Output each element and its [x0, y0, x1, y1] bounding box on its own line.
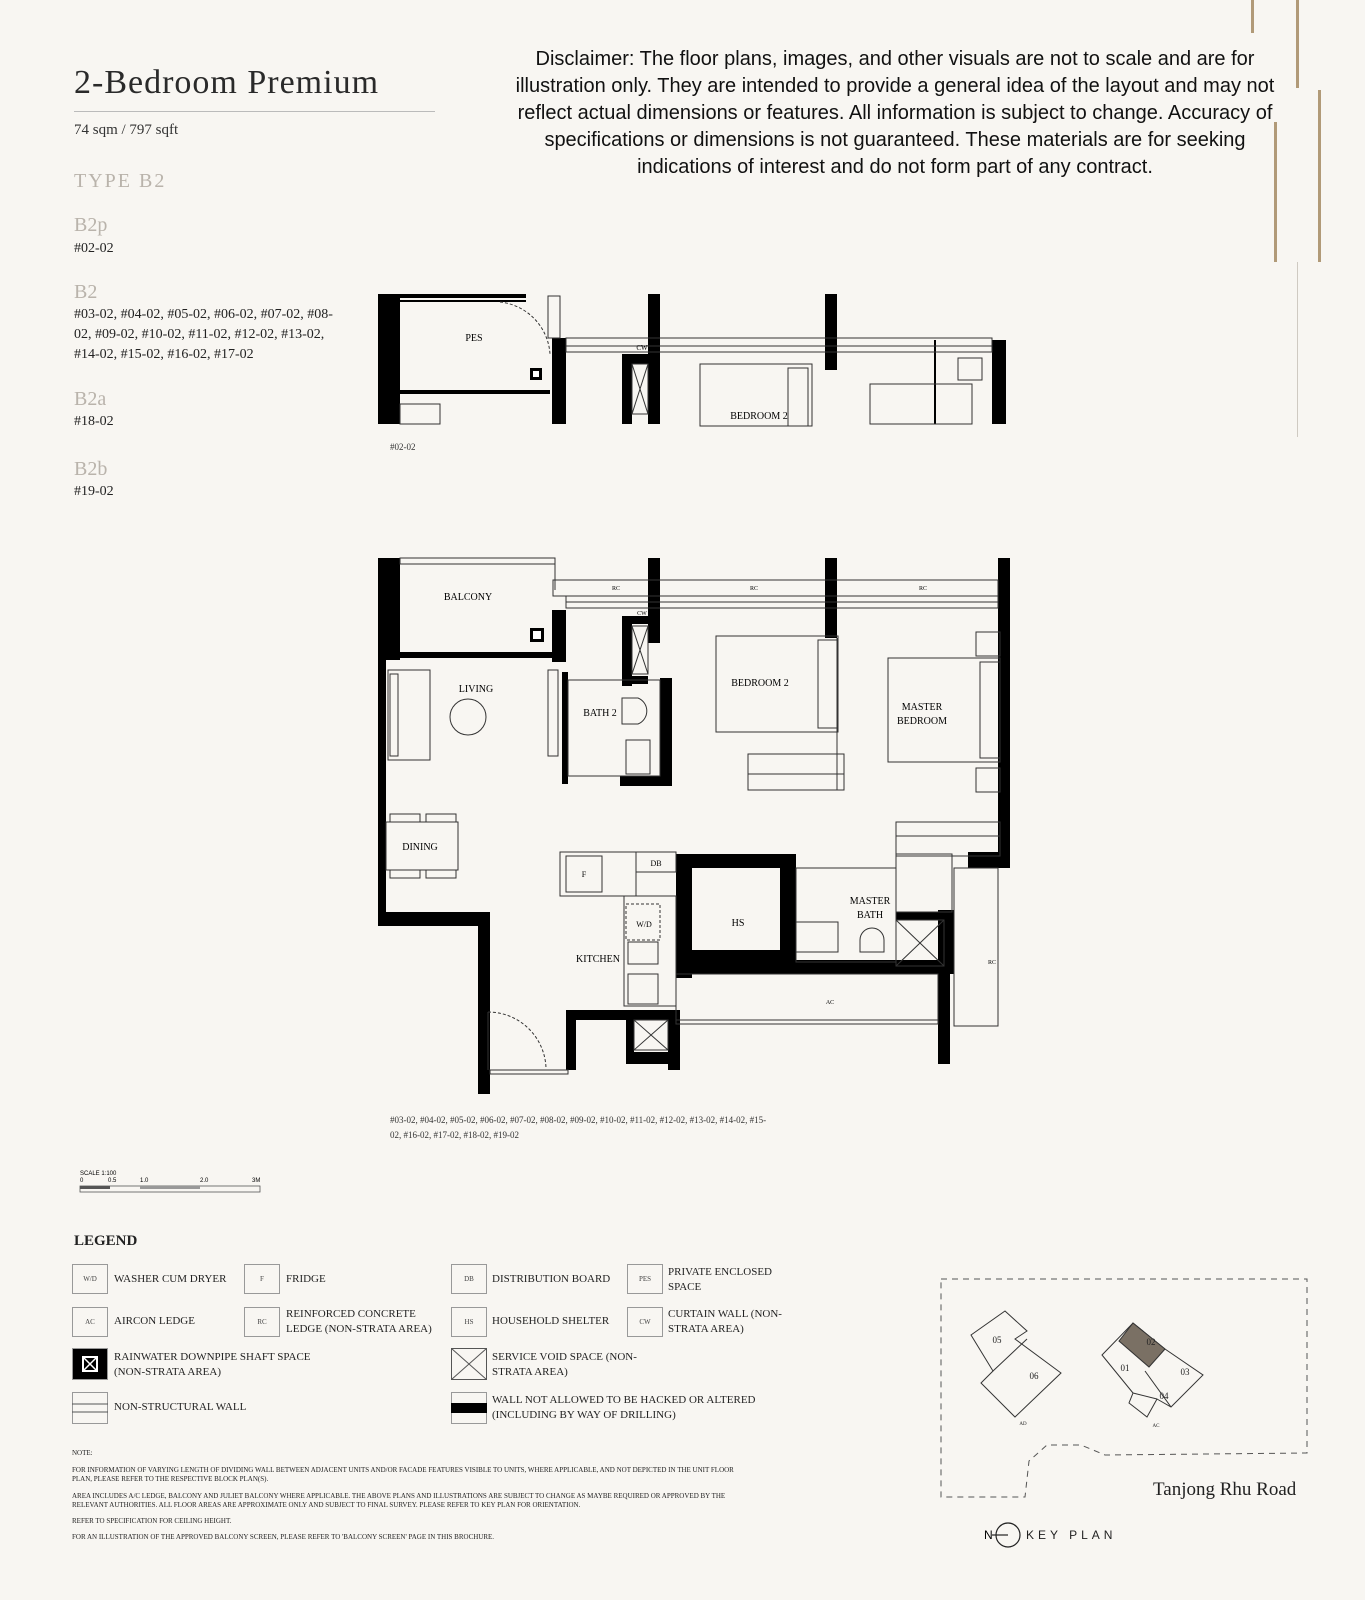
- block-ad: [971, 1311, 1061, 1417]
- wall: [400, 390, 550, 394]
- notes-heading: NOTE:: [72, 1449, 93, 1457]
- keyplan-road: Tanjong Rhu Road: [1153, 1479, 1297, 1500]
- legend-code-box: PES: [627, 1264, 663, 1294]
- label-ac: AC: [825, 1000, 835, 1006]
- door-swing: [500, 302, 550, 354]
- legend-item: HOUSEHOLD SHELTER: [492, 1315, 610, 1327]
- wall: [400, 300, 526, 302]
- plan-caption: #02-02: [390, 442, 416, 452]
- wall: [632, 616, 648, 624]
- wall: [660, 678, 672, 786]
- door-swing: [488, 1012, 546, 1068]
- wall: [568, 1010, 678, 1020]
- scale-tick: 2.0: [200, 1178, 209, 1184]
- keyplan-unit: 03: [1180, 1367, 1190, 1377]
- decor-line: [1274, 122, 1277, 262]
- room-label-bedroom2: BEDROOM 2: [730, 411, 788, 422]
- label-rc: RC: [987, 960, 997, 966]
- wall: [896, 912, 954, 920]
- wardrobe: [748, 754, 844, 790]
- note-line: FOR INFORMATION OF VARYING LENGTH OF DIVIDING WALL BETWEEN ADJACENT UNITS AND/OR FACADE FEATURES VISIBLE TO UNITS, WHERE APPLICABLE, AND NOT DEPICTED IN THE UNIT FLOOR PLAN, PLEASE REFER TO THE RESPECTIVE BLOCK PLAN(S).: [72, 1466, 734, 1483]
- wall: [938, 960, 950, 1064]
- pillow: [788, 368, 808, 426]
- legend-item: PRIVATE ENCLOSED SPACE: [668, 1266, 773, 1293]
- label-db: DB: [650, 859, 662, 868]
- wall: [620, 776, 672, 786]
- wall: [552, 338, 566, 424]
- wall: [648, 294, 660, 424]
- rainwater-downpipe: [533, 371, 539, 377]
- wall: [676, 854, 796, 868]
- wall: [676, 854, 692, 978]
- legend-item: NON-STRUCTURAL WALL: [114, 1401, 247, 1413]
- room-label-cw: CW: [636, 344, 648, 352]
- wall: [632, 354, 648, 364]
- wall: [378, 660, 386, 912]
- chair: [390, 870, 420, 878]
- toilet: [860, 928, 884, 952]
- legend-code-box: RC: [244, 1307, 280, 1337]
- glazing: [566, 338, 992, 352]
- threshold: [490, 1070, 568, 1074]
- stove: [628, 942, 658, 964]
- sink: [628, 974, 658, 1004]
- wall: [622, 354, 632, 424]
- wall: [378, 652, 553, 658]
- scale-tick: 0: [80, 1178, 84, 1184]
- side-table: [976, 632, 1000, 656]
- wardrobe: [896, 822, 1000, 856]
- label-cw: CW: [637, 611, 647, 617]
- bed: [870, 384, 972, 424]
- balcony-rail: [400, 558, 555, 564]
- wall: [934, 340, 936, 424]
- room-label-master-bedroom: MASTER: [901, 702, 943, 713]
- label-fridge: F: [581, 870, 587, 879]
- room-label-living: LIVING: [458, 684, 494, 695]
- room-label-hs: HS: [731, 918, 745, 929]
- legend-code-box: F: [244, 1264, 280, 1294]
- keyplan-block: AD: [1019, 1422, 1027, 1427]
- rainwater-downpipe: [533, 631, 541, 639]
- legend-title: LEGEND: [74, 1233, 138, 1249]
- legend-code-box: CW: [627, 1307, 663, 1337]
- wall: [552, 610, 566, 662]
- north-label: N: [984, 1528, 993, 1542]
- legend-code-box: DB: [451, 1264, 487, 1294]
- wall: [378, 558, 400, 660]
- subtype-name: B2a: [74, 388, 107, 410]
- keyplan-unit: 05: [992, 1335, 1002, 1345]
- wall: [622, 616, 632, 686]
- chair: [390, 814, 420, 822]
- scale-bar-segment: [140, 1186, 200, 1189]
- keyplan-unit: 01: [1120, 1363, 1130, 1373]
- chair: [426, 870, 456, 878]
- wall: [562, 672, 568, 784]
- sofa: [390, 674, 398, 756]
- keyplan-label: KEY PLAN: [1026, 1528, 1117, 1542]
- legend-item: AIRCON LEDGE: [114, 1315, 195, 1327]
- room-label-dining: DINING: [402, 842, 438, 853]
- ac-ledge: [676, 974, 938, 1024]
- legend-item: SERVICE VOID SPACE (NON-STRATA AREA): [492, 1351, 637, 1378]
- north-arrow-icon: [984, 1520, 1026, 1550]
- wall: [648, 558, 660, 643]
- pillow: [818, 640, 838, 728]
- highlighted-unit-02: [1119, 1323, 1165, 1367]
- keyplan-unit: 04: [1159, 1391, 1169, 1401]
- wall: [825, 558, 837, 638]
- decor-line: [1251, 0, 1254, 33]
- room-label-master-bedroom: BEDROOM: [896, 716, 948, 727]
- coffee-table: [450, 699, 486, 735]
- legend-item: RAINWATER DOWNPIPE SHAFT SPACE (NON-STRATA AREA): [114, 1351, 311, 1378]
- scale-bar-segment: [80, 1186, 110, 1189]
- disclaimer-text: Disclaimer: The floor plans, images, and other visuals are not to scale and are for illustration only. They are intended to provide a general idea of the layout and may not reflect actual dimensions or features. All information is subject to change. Accuracy of specifications or dimensions is not guaranteed. These materials are for seeking indications of interest and do not form part of any contract.: [515, 48, 1275, 178]
- scale-bar: [78, 1168, 268, 1204]
- wall: [400, 294, 526, 298]
- title-divider: [74, 111, 435, 112]
- type-label: TYPE B2: [74, 170, 167, 192]
- room-label-master-bath: BATH: [856, 910, 884, 921]
- legend-code-box: W/D: [72, 1264, 108, 1294]
- floor-plan-02-02: [370, 288, 1020, 428]
- legend-item: FRIDGE: [286, 1273, 326, 1285]
- label-rc: RC: [749, 586, 759, 592]
- load-bearing-wall-icon: [451, 1392, 487, 1424]
- legend-item: WALL NOT ALLOWED TO BE HACKED OR ALTERED (INCLUDING BY WAY OF DRILLING): [492, 1394, 756, 1421]
- scale-tick: 1.0: [140, 1178, 149, 1184]
- note-line: AREA INCLUDES A/C LEDGE, BALCONY AND JULIET BALCONY WHERE APPLICABLE. THE ABOVE PLANS AND ILLUSTRATIONS ARE SUBJECT TO CHANGE AS MAYBE REQUIRED OR APPROVED BY THE RELEVANT AUTHORITIES. ALL FLOOR AREAS ARE APPROXIMATE ONLY AND SUBJECT TO FINAL SURVEY. PLEASE REFER TO KEY PLAN FOR ORIENTATION.: [72, 1492, 726, 1509]
- pillow: [980, 662, 1000, 758]
- kitchen-counter: [624, 896, 676, 1006]
- block-ac: [1145, 1371, 1171, 1407]
- subtype-units: #19-02: [74, 484, 114, 499]
- room-label-pes: PES: [465, 333, 483, 344]
- room-label-kitchen: KITCHEN: [576, 954, 620, 965]
- wall: [968, 852, 1010, 868]
- subtype-units: #02-02: [74, 241, 114, 256]
- note-line: REFER TO SPECIFICATION FOR CEILING HEIGHT.: [72, 1517, 232, 1525]
- shower: [896, 854, 952, 912]
- basin: [796, 922, 838, 952]
- keyplan-unit: 02: [1146, 1337, 1156, 1347]
- wall: [626, 1010, 634, 1064]
- key-plan: [935, 1275, 1315, 1505]
- decor-line: [1318, 90, 1321, 262]
- counter: [560, 852, 636, 896]
- subtype-name: B2b: [74, 458, 108, 480]
- legend-item: DISTRIBUTION BOARD: [492, 1273, 611, 1285]
- block-ac: [1133, 1393, 1157, 1399]
- room-label-balcony: BALCONY: [443, 592, 493, 603]
- side-table: [976, 768, 1000, 792]
- non-structural-wall-icon: [72, 1392, 108, 1424]
- bath-room: [568, 680, 660, 776]
- wall: [378, 294, 400, 424]
- wall: [378, 912, 490, 926]
- unit-area: 74 sqm / 797 sqft: [74, 122, 179, 138]
- legend-item: CURTAIN WALL (NON-STRATA AREA): [668, 1308, 782, 1335]
- label-rc: RC: [611, 586, 621, 592]
- room-label-master-bath: MASTER: [849, 896, 891, 907]
- site-boundary: [941, 1279, 1307, 1497]
- subtype-units: #18-02: [74, 414, 114, 429]
- cabinet: [548, 670, 558, 756]
- wall: [992, 340, 1006, 424]
- subtype-name: B2: [74, 281, 98, 303]
- wall: [780, 854, 796, 962]
- legend-item: REINFORCED CONCRETE LEDGE (NON-STRATA AREA): [286, 1308, 432, 1335]
- decor-line: [1296, 0, 1299, 88]
- room-label-bedroom2: BEDROOM 2: [731, 678, 789, 689]
- subtype-units: #03-02, #04-02, #05-02, #06-02, #07-02, #08-02, #09-02, #10-02, #11-02, #12-02, #13-02, #14-02, #15-02, #16-02, #17-02: [74, 307, 333, 362]
- legend-code-box: HS: [451, 1307, 487, 1337]
- keyplan-unit: 06: [1029, 1371, 1039, 1381]
- legend-code-box: AC: [72, 1307, 108, 1337]
- legend-item: WASHER CUM DRYER: [114, 1273, 227, 1285]
- plan-caption: #03-02, #04-02, #05-02, #06-02, #07-02, #08-02, #09-02, #10-02, #11-02, #12-02, #13-02, #14-02, #15-02, #16-02, #17-02, #18-02, #19-02: [390, 1115, 767, 1140]
- scale-tick: 3M: [252, 1178, 261, 1184]
- page-title: 2-Bedroom Premium: [74, 64, 380, 101]
- label-wd: W/D: [636, 920, 652, 929]
- rc-ledge: [954, 868, 998, 1026]
- wall: [825, 294, 837, 370]
- floor-plan-main: [370, 550, 1020, 1100]
- scale-tick: 0.5: [108, 1178, 117, 1184]
- wall-thin: [548, 296, 560, 338]
- decor-line: [1297, 262, 1298, 437]
- furniture: [400, 404, 440, 424]
- note-line: FOR AN ILLUSTRATION OF THE APPROVED BALCONY SCREEN, PLEASE REFER TO 'BALCONY SCREEN' PAGE IN THIS BROCHURE.: [72, 1533, 495, 1541]
- toilet: [622, 698, 647, 724]
- rainwater-downpipe-icon: [72, 1348, 108, 1380]
- scale-label: SCALE 1:100: [80, 1171, 117, 1177]
- keyplan-block: AC: [1152, 1424, 1160, 1429]
- service-void-icon: [451, 1348, 487, 1380]
- wall: [566, 1010, 576, 1070]
- chair: [426, 814, 456, 822]
- subtype-name: B2p: [74, 214, 108, 236]
- sofa: [388, 670, 430, 760]
- room-label-bath2: BATH 2: [583, 708, 617, 719]
- basin: [626, 740, 650, 774]
- side-table: [958, 358, 982, 380]
- label-rc: RC: [918, 586, 928, 592]
